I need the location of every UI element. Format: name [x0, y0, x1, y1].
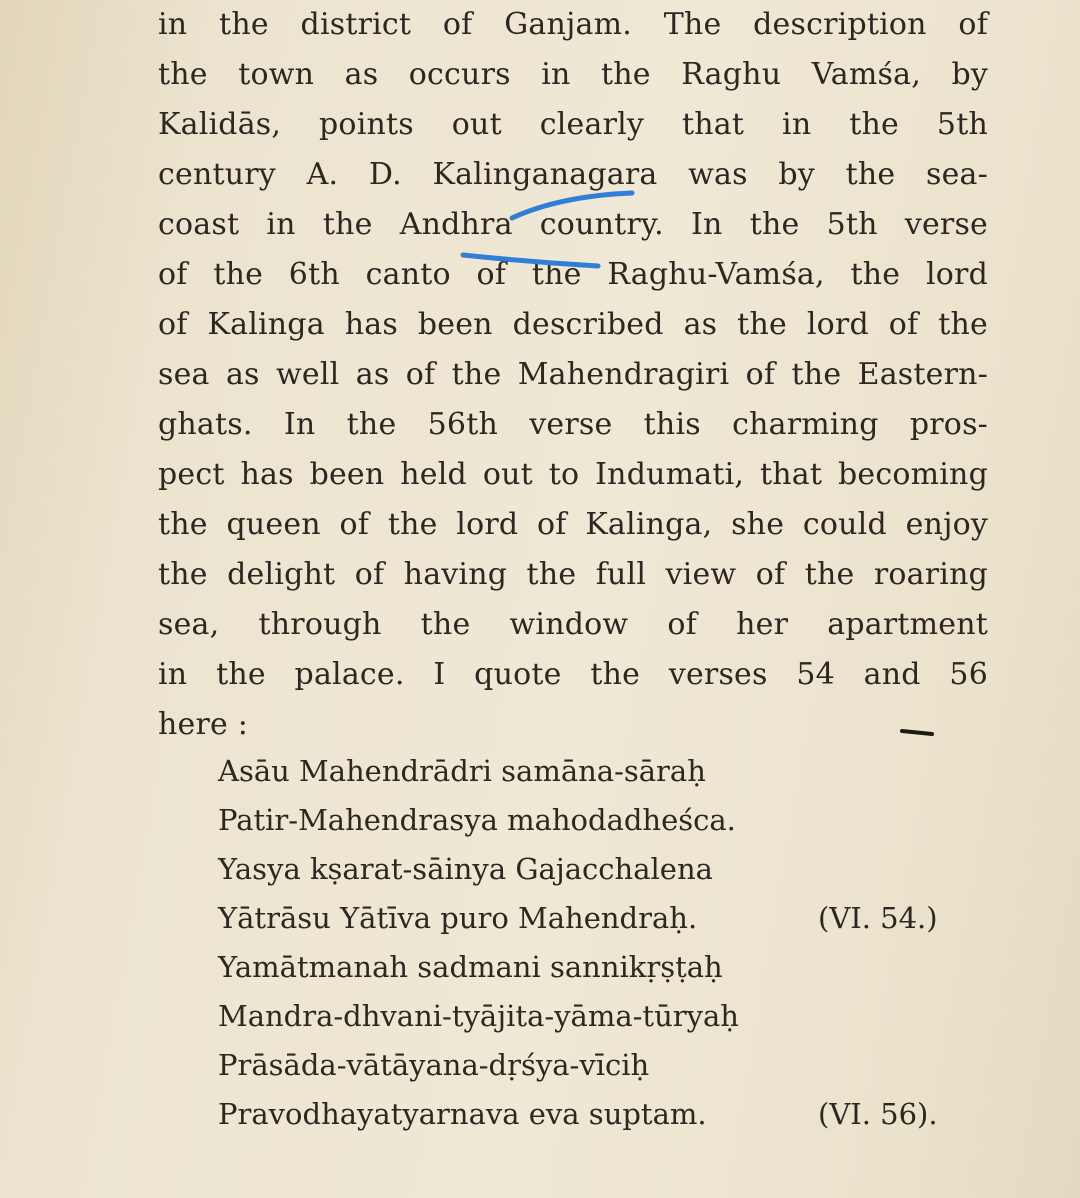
verse-line [218, 894, 998, 943]
verse-line [218, 1090, 998, 1139]
text-line: the delight of having the full view of the roaring [158, 557, 988, 592]
verse-line [218, 992, 998, 1041]
text-line: century A. D. Kalinganagara was by the sea- [158, 157, 988, 192]
verse-text: Prāsāda-vātāyana-dṛśya-vīciḥ [218, 1048, 650, 1082]
text-line: coast in the Andhra country. In the 5th verse [158, 207, 988, 242]
text-line: ghats. In the 56th verse this charming pros- [158, 407, 988, 442]
text-line: the queen of the lord of Kalinga, she could enjoy [158, 507, 988, 542]
verse-text: Yasya kṣarat-sāinya Gajacchalena [218, 852, 713, 886]
verse-text: Pravodhayatyarnava eva suptam. [218, 1097, 707, 1131]
verse-text: Yamātmanah sadmani sannikṛṣṭaḥ [218, 950, 723, 984]
verse-text: Yātrāsu Yātīva puro Mahendraḥ. [218, 901, 698, 935]
verse-block [218, 747, 998, 1139]
text-line: in the palace. I quote the verses 54 and 56 [158, 657, 988, 692]
text-line: sea, through the window of her apartment [158, 607, 988, 642]
verse-text: Asāu Mahendrādri samāna-sāraḥ [218, 754, 706, 788]
prose-paragraph [158, 0, 988, 750]
verse-reference: (VI. 54.) [818, 901, 938, 935]
text-line: in the district of Ganjam. The description of [158, 7, 988, 42]
text-line: of the 6th canto of the Raghu-Vamśa, the lord [158, 257, 988, 292]
verse-text: Mandra-dhvani-tyājita-yāma-tūryaḥ [218, 999, 739, 1033]
verse-line [218, 845, 998, 894]
verse-reference: (VI. 56). [818, 1097, 938, 1131]
verse-line [218, 796, 998, 845]
text-line: pect has been held out to Indumati, that becoming [158, 457, 988, 492]
text-line: the town as occurs in the Raghu Vamśa, by [158, 57, 988, 92]
verse-line [218, 1041, 998, 1090]
text-line: Kalidās, points out clearly that in the 5th [158, 107, 988, 142]
text-line: here : [158, 707, 249, 742]
verse-line [218, 943, 998, 992]
verse-text: Patir-Mahendrasya mahodadheśca. [218, 803, 736, 837]
text-line: sea as well as of the Mahendragiri of the Eastern- [158, 357, 988, 392]
text-line: of Kalinga has been described as the lord of the [158, 307, 988, 342]
verse-line [218, 747, 998, 796]
